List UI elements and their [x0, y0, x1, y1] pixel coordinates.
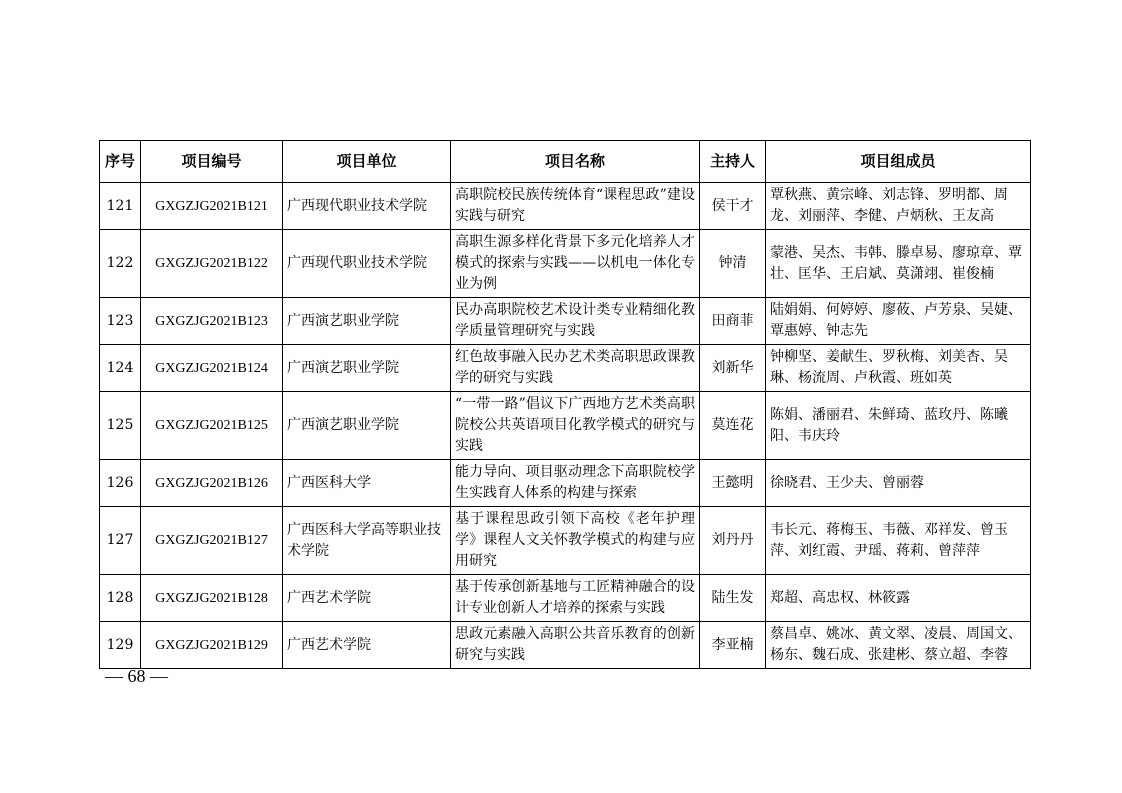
cell-code: GXGZJG2021B125 [141, 392, 283, 460]
header-members: 项目组成员 [766, 141, 1031, 183]
cell-unit: 广西艺术学院 [283, 622, 451, 669]
cell-name: 能力导向、项目驱动理念下高职院校学生实践育人体系的构建与探索 [451, 460, 700, 507]
table-row [100, 622, 1031, 669]
cell-unit: 广西现代职业技术学院 [283, 230, 451, 298]
cell-members: 郑超、高忠权、林筱露 [766, 575, 1031, 622]
cell-members: 陆娟娟、何婷婷、廖莜、卢芳泉、吴婕、覃惠婷、钟志先 [766, 298, 1031, 345]
cell-name: 高职院校民族传统体育“课程思政”建设实践与研究 [451, 183, 700, 230]
cell-index: 124 [100, 345, 141, 392]
cell-unit: 广西演艺职业学院 [283, 345, 451, 392]
cell-unit: 广西演艺职业学院 [283, 392, 451, 460]
cell-index: 121 [100, 183, 141, 230]
cell-host: 田商菲 [700, 298, 766, 345]
table-row [100, 392, 1031, 460]
table-row [100, 298, 1031, 345]
cell-code: GXGZJG2021B126 [141, 460, 283, 507]
cell-code: GXGZJG2021B127 [141, 507, 283, 575]
table-row [100, 230, 1031, 298]
cell-index: 128 [100, 575, 141, 622]
cell-host: 王懿明 [700, 460, 766, 507]
header-code: 项目编号 [141, 141, 283, 183]
cell-code: GXGZJG2021B121 [141, 183, 283, 230]
cell-index: 127 [100, 507, 141, 575]
cell-code: GXGZJG2021B123 [141, 298, 283, 345]
cell-code: GXGZJG2021B129 [141, 622, 283, 669]
cell-members: 蔡昌卓、姚冰、黄文翠、凌晨、周国文、杨东、魏石成、张建彬、蔡立超、李蓉 [766, 622, 1031, 669]
cell-host: 侯干才 [700, 183, 766, 230]
cell-index: 126 [100, 460, 141, 507]
project-table [99, 140, 1031, 669]
cell-code: GXGZJG2021B122 [141, 230, 283, 298]
cell-unit: 广西医科大学高等职业技术学院 [283, 507, 451, 575]
header-index: 序号 [100, 141, 141, 183]
cell-unit: 广西医科大学 [283, 460, 451, 507]
cell-name: 思政元素融入高职公共音乐教育的创新研究与实践 [451, 622, 700, 669]
cell-name: “一带一路”倡议下广西地方艺术类高职院校公共英语项目化教学模式的研究与实践 [451, 392, 700, 460]
table-body [100, 183, 1031, 669]
cell-host: 莫连花 [700, 392, 766, 460]
header-host: 主持人 [700, 141, 766, 183]
table-row [100, 460, 1031, 507]
table-row [100, 507, 1031, 575]
cell-members: 蒙港、吴杰、韦韩、滕卓易、廖琼章、覃壮、匡华、王启斌、莫潇翊、崔俊楠 [766, 230, 1031, 298]
cell-code: GXGZJG2021B128 [141, 575, 283, 622]
cell-host: 刘新华 [700, 345, 766, 392]
cell-name: 基于传承创新基地与工匠精神融合的设计专业创新人才培养的探索与实践 [451, 575, 700, 622]
cell-index: 122 [100, 230, 141, 298]
cell-host: 钟清 [700, 230, 766, 298]
cell-members: 徐晓君、王少夫、曾丽蓉 [766, 460, 1031, 507]
table-row [100, 345, 1031, 392]
cell-index: 129 [100, 622, 141, 669]
cell-members: 陈娟、潘丽君、朱鲜琦、蓝玫丹、陈曦阳、韦庆玲 [766, 392, 1031, 460]
cell-name: 红色故事融入民办艺术类高职思政课教学的研究与实践 [451, 345, 700, 392]
cell-unit: 广西现代职业技术学院 [283, 183, 451, 230]
header-name: 项目名称 [451, 141, 700, 183]
cell-index: 125 [100, 392, 141, 460]
cell-host: 陆生发 [700, 575, 766, 622]
cell-name: 民办高职院校艺术设计类专业精细化教学质量管理研究与实践 [451, 298, 700, 345]
table-row [100, 575, 1031, 622]
cell-code: GXGZJG2021B124 [141, 345, 283, 392]
cell-members: 覃秋燕、黄宗峰、刘志锋、罗明都、周龙、刘丽萍、李健、卢炳秋、王友高 [766, 183, 1031, 230]
cell-unit: 广西艺术学院 [283, 575, 451, 622]
header-unit: 项目单位 [283, 141, 451, 183]
cell-index: 123 [100, 298, 141, 345]
cell-name: 基于课程思政引领下高校《老年护理学》课程人文关怀教学模式的构建与应用研究 [451, 507, 700, 575]
cell-members: 韦长元、蒋梅玉、韦薇、邓祥发、曾玉萍、刘红霞、尹瑶、蒋莉、曾萍萍 [766, 507, 1031, 575]
page-number: — 68 — [105, 666, 168, 686]
cell-host: 李亚楠 [700, 622, 766, 669]
cell-host: 刘丹丹 [700, 507, 766, 575]
cell-unit: 广西演艺职业学院 [283, 298, 451, 345]
table-header [100, 141, 1031, 183]
cell-name: 高职生源多样化背景下多元化培养人才模式的探索与实践——以机电一体化专业为例 [451, 230, 700, 298]
cell-members: 钟柳坚、姜献生、罗秋梅、刘美杏、吴琳、杨流周、卢秋霞、班如英 [766, 345, 1031, 392]
table-row [100, 183, 1031, 230]
